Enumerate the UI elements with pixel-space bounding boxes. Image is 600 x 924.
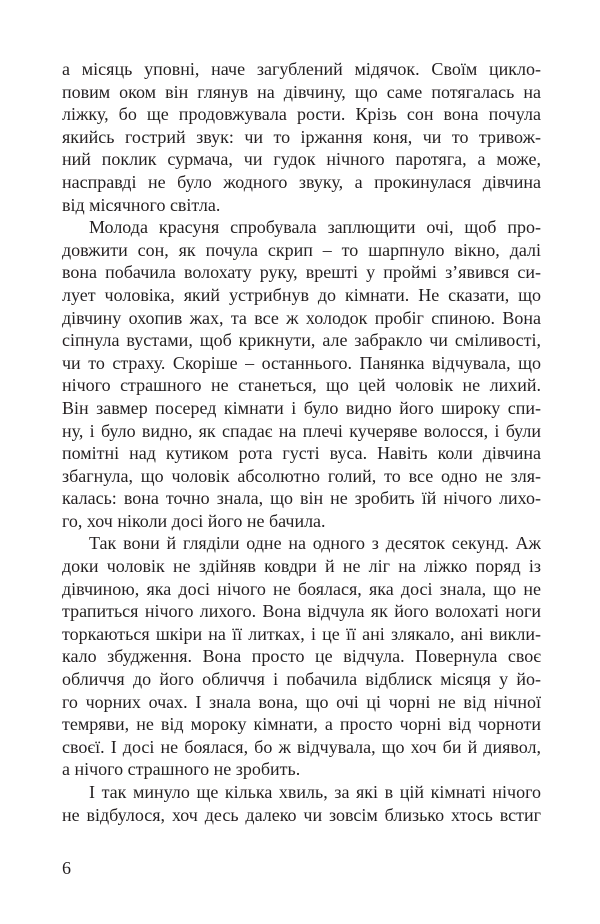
text-line: торкаються шкіри на її литках, і це її ані злякало, ані викли- [62,623,541,644]
text-line: ліжку, бо ще продовжувала рости. Крізь сон вона почула [62,104,541,125]
text-line: трапиться нічого лихого. Вона відчула як його волохаті ноги [62,601,541,622]
text-line: якийсь гострий звук: чи то іржання коня, чи то тривож- [62,126,541,147]
text-line: лует чоловіка, який устрибнув до кімнати. Не сказати, що [62,284,541,305]
text-line: Так вони й гляділи одне на одного з десяток секунд. Аж [89,533,541,554]
text-line: насправді не було жодного звуку, а прокинулася дівчина [62,171,541,192]
text-line: доки чоловік не здійняв ковдри й не ліг на ліжко поряд із [62,556,541,577]
text-line: сіпнула вустами, щоб крикнути, але забракло чи сміливості, [62,330,541,351]
text-line: чи то страху. Скоріше – останнього. Панянка відчувала, що [62,352,541,373]
text-line: ну, і було видно, як спадає на плечі кучеряве волосся, і були [62,420,541,441]
text-line: дівчиною, яка досі нічого не боялася, яка досі знала, що не [62,578,541,599]
text-line: а місяць уповні, наче загублений мідячок. Своїм цикло- [62,59,541,79]
text-line: своєї. І досі не боялася, бо ж відчувала, що хоч би й диявол, [62,736,541,757]
page-body-text [62,58,541,826]
text-line: дівчину охопив жах, та все ж холодок пробіг спиною. Вона [62,307,541,328]
text-line: а нічого страшного не зробить. [62,759,301,780]
text-line: нічого страшного не станеться, що цей чоловік не лихий. [62,375,541,396]
text-line: калась: вона точно знала, що він не зробить їй нічого лихо- [62,488,541,509]
text-line: збагнула, що чоловік абсолютно голий, то все одно не зля- [62,465,541,486]
text-line: довжити сон, як почула скрип – то шарпнуло вікно, далі [62,239,541,260]
paragraph [62,216,541,532]
paragraph [62,781,541,826]
text-line: ний поклик сурмача, чи гудок нічного паротяга, а може, [62,149,541,170]
text-line: Молода красуня спробувала заплющити очі, щоб про- [89,217,541,238]
text-line: кало збудження. Вона просто це відчула. Повернула своє [62,646,541,667]
text-line: го чорних очах. І знала вона, що очі ці чорні не від нічної [62,691,541,712]
text-line: вона побачила волохату руку, врешті у проймі з’явився си- [62,262,541,283]
text-line: від місячного світла. [62,194,221,215]
text-line: Він завмер посеред кімнати і було видно його широку спи- [62,397,541,418]
text-line: го, хоч ніколи досі його не бачила. [62,510,326,531]
text-line: помітні над кутиком рота густі вуса. Навіть коли дівчина [62,443,541,464]
paragraph [62,58,541,216]
page-number: 6 [62,858,71,878]
text-line: не відбулося, хоч десь далеко чи зовсім близько хтось встиг [62,804,541,825]
text-line: повим оком він глянув на дівчину, що саме потягалась на [62,81,541,102]
text-line: темряви, не від мороку кімнати, а просто чорні від чорноти [62,714,541,735]
text-line: обличчя до його обличчя і побачила відблиск місяця у йо- [62,669,541,690]
text-line: І так минуло ще кілька хвиль, за які в цій кімнаті нічого [89,782,541,802]
paragraph [62,532,541,781]
